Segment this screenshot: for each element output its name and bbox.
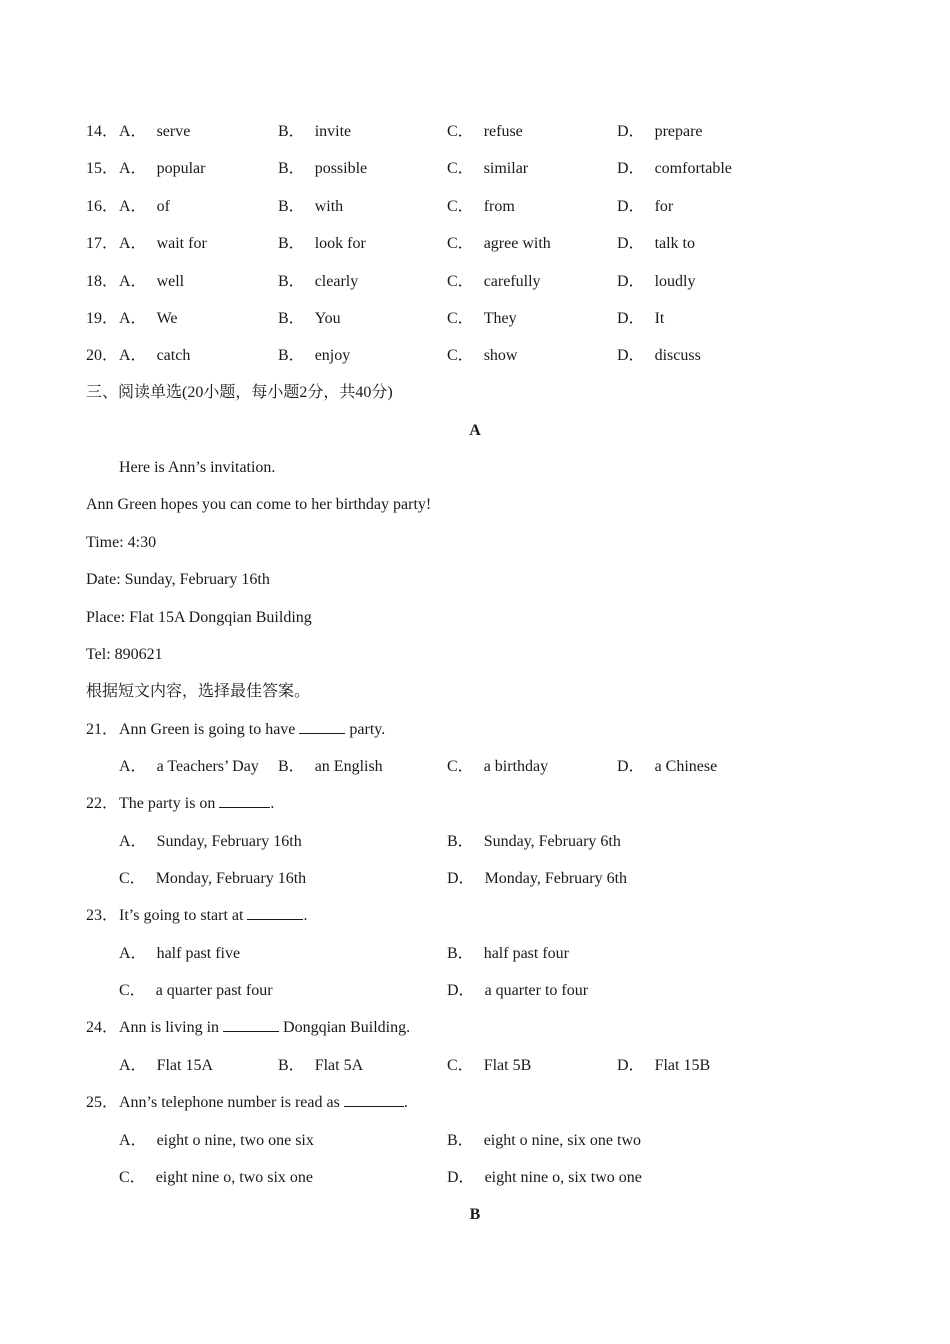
- answer-blank: [344, 1091, 404, 1107]
- option-d: [447, 1166, 642, 1190]
- option-text: enjoy: [314, 347, 351, 364]
- option-letter: A．: [119, 310, 147, 327]
- option-a: [119, 1129, 314, 1153]
- question-stem-22: [0, 792, 950, 816]
- option-text: They: [483, 310, 517, 327]
- option-text: wait for: [156, 235, 207, 252]
- option-text: It: [654, 310, 665, 327]
- option-text: Monday, February 6th: [484, 870, 628, 887]
- question-number: 21．: [86, 721, 119, 738]
- question-number: 18．: [86, 273, 119, 290]
- option-b: [447, 1129, 641, 1153]
- option-text: popular: [156, 160, 206, 177]
- option-letter: C．: [119, 1169, 146, 1186]
- option-b: [278, 157, 367, 181]
- section-three-heading-row: [0, 381, 950, 405]
- invitation-line: [0, 568, 950, 592]
- option-b: [278, 232, 366, 256]
- option-text: half past four: [483, 945, 569, 962]
- option-b: [278, 1054, 363, 1078]
- question-options-23-row2: [0, 979, 950, 1003]
- option-c: [447, 307, 517, 331]
- option-c: [447, 344, 517, 368]
- invitation-date: Date: Sunday, February 16th: [86, 571, 270, 588]
- option-text: of: [156, 198, 170, 215]
- question-stem-25: [0, 1091, 950, 1115]
- option-letter: C．: [447, 198, 474, 215]
- stem-before: Ann’s telephone number is read as: [119, 1094, 340, 1111]
- option-letter: A．: [119, 160, 147, 177]
- option-text: discuss: [654, 347, 701, 364]
- option-text: loudly: [654, 273, 696, 290]
- option-c: [447, 157, 528, 181]
- option-letter: D．: [617, 758, 645, 775]
- option-c: [447, 755, 548, 779]
- option-letter: C．: [447, 1057, 474, 1074]
- option-a: [119, 232, 207, 256]
- passage-b-label-row: [0, 1203, 950, 1227]
- option-b: [278, 270, 358, 294]
- cloze-option-row: [0, 157, 950, 181]
- option-a: [119, 195, 170, 219]
- cloze-option-row: [0, 270, 950, 294]
- option-text: carefully: [483, 273, 541, 290]
- question-options-24: [0, 1054, 950, 1078]
- question-stem: [119, 1016, 410, 1040]
- invitation-line: [0, 531, 950, 555]
- option-text: clearly: [314, 273, 359, 290]
- option-letter: C．: [119, 870, 146, 887]
- question-number: 25．: [86, 1094, 119, 1111]
- option-b: [278, 307, 341, 331]
- option-b: [447, 942, 569, 966]
- option-letter: A．: [119, 758, 147, 775]
- option-text: Flat 15B: [654, 1057, 711, 1074]
- stem-before: Ann is living in: [119, 1019, 220, 1036]
- option-letter: D．: [617, 123, 645, 140]
- option-text: comfortable: [654, 160, 732, 177]
- option-letter: C．: [119, 982, 146, 999]
- passage-a-label: A: [469, 422, 481, 439]
- stem-after: .: [270, 795, 275, 812]
- option-a: [119, 120, 190, 144]
- option-text: Flat 15A: [156, 1057, 214, 1074]
- option-letter: A．: [119, 1132, 147, 1149]
- question-number: 17．: [86, 235, 119, 252]
- option-text: catch: [156, 347, 191, 364]
- option-text: a Chinese: [654, 758, 718, 775]
- option-letter: A．: [119, 945, 147, 962]
- option-a: [119, 755, 259, 779]
- option-b: [278, 195, 343, 219]
- question-options-23-row1: [0, 942, 950, 966]
- option-text: a quarter past four: [155, 982, 273, 999]
- option-text: eight o nine, six one two: [483, 1132, 641, 1149]
- option-text: Flat 5B: [483, 1057, 532, 1074]
- option-text: eight nine o, six two one: [484, 1169, 642, 1186]
- invitation-line: [0, 643, 950, 667]
- option-letter: B．: [447, 833, 474, 850]
- question-stem: [119, 904, 307, 928]
- section-three-heading: 三、阅读单选(20小题，每小题2分，共40分): [86, 384, 393, 401]
- option-text: a quarter to four: [484, 982, 589, 999]
- answer-blank: [247, 904, 303, 920]
- question-options-22-row2: [0, 867, 950, 891]
- question-options-22-row1: [0, 830, 950, 854]
- option-letter: B．: [278, 273, 305, 290]
- option-letter: B．: [447, 1132, 474, 1149]
- option-c: [119, 1166, 313, 1190]
- option-text: We: [156, 310, 178, 327]
- question-number: 20．: [86, 347, 119, 364]
- option-letter: D．: [617, 160, 645, 177]
- option-b: [278, 344, 350, 368]
- option-letter: A．: [119, 273, 147, 290]
- passage-a-intro-row: [0, 456, 950, 480]
- option-text: a Teachers’ Day: [156, 758, 259, 775]
- option-letter: A．: [119, 198, 147, 215]
- option-letter: C．: [447, 123, 474, 140]
- option-text: talk to: [654, 235, 695, 252]
- passage-a-label-row: [0, 419, 950, 443]
- option-letter: D．: [617, 235, 645, 252]
- option-a: [119, 344, 190, 368]
- question-number: 22．: [86, 795, 119, 812]
- option-letter: D．: [447, 1169, 475, 1186]
- question-stem-21: [0, 718, 950, 742]
- option-d: [617, 307, 664, 331]
- option-letter: B．: [278, 160, 305, 177]
- option-d: [617, 157, 732, 181]
- option-text: invite: [314, 123, 352, 140]
- option-a: [119, 1054, 213, 1078]
- cloze-option-row: [0, 195, 950, 219]
- option-letter: D．: [617, 198, 645, 215]
- option-text: for: [654, 198, 674, 215]
- answer-blank: [299, 718, 345, 734]
- invitation-line: [0, 606, 950, 630]
- question-options-25-row1: [0, 1129, 950, 1153]
- invitation-tel: Tel: 890621: [86, 646, 163, 663]
- option-letter: B．: [278, 347, 305, 364]
- option-d: [617, 755, 717, 779]
- option-a: [119, 157, 205, 181]
- stem-before: The party is on: [119, 795, 216, 812]
- cloze-option-row: [0, 344, 950, 368]
- invitation-line: [0, 493, 950, 517]
- cloze-option-row: [0, 232, 950, 256]
- option-letter: D．: [447, 870, 475, 887]
- option-d: [447, 867, 627, 891]
- cloze-option-row: [0, 307, 950, 331]
- answer-blank: [223, 1016, 279, 1032]
- option-letter: D．: [617, 347, 645, 364]
- option-d: [447, 979, 588, 1003]
- option-text: similar: [483, 160, 529, 177]
- stem-before: Ann Green is going to have: [119, 721, 296, 738]
- option-text: half past five: [156, 945, 241, 962]
- option-letter: D．: [447, 982, 475, 999]
- option-text: a birthday: [483, 758, 549, 775]
- passage-a-intro: Here is Ann’s invitation.: [119, 459, 276, 476]
- stem-after: .: [403, 1094, 408, 1111]
- option-letter: B．: [278, 235, 305, 252]
- question-number: 23．: [86, 907, 119, 924]
- option-d: [617, 1054, 710, 1078]
- option-letter: B．: [278, 123, 305, 140]
- instruction-row: [0, 680, 950, 704]
- option-text: Monday, February 16th: [155, 870, 307, 887]
- cloze-option-row: [0, 120, 950, 144]
- option-text: eight nine o, two six one: [155, 1169, 313, 1186]
- option-text: You: [314, 310, 341, 327]
- option-c: [119, 979, 273, 1003]
- option-letter: A．: [119, 123, 147, 140]
- option-letter: B．: [278, 310, 305, 327]
- option-text: show: [483, 347, 518, 364]
- option-text: eight o nine, two one six: [156, 1132, 314, 1149]
- option-letter: D．: [617, 310, 645, 327]
- invitation-hope: Ann Green hopes you can come to her birthday party!: [86, 496, 432, 513]
- option-text: Flat 5A: [314, 1057, 364, 1074]
- question-options-21: [0, 755, 950, 779]
- stem-before: It’s going to start at: [119, 907, 244, 924]
- question-number: 19．: [86, 310, 119, 327]
- option-letter: C．: [447, 235, 474, 252]
- option-letter: C．: [447, 758, 474, 775]
- option-d: [617, 270, 695, 294]
- option-letter: D．: [617, 273, 645, 290]
- option-b: [278, 755, 383, 779]
- option-text: an English: [314, 758, 383, 775]
- question-stem-23: [0, 904, 950, 928]
- stem-after: party.: [349, 721, 386, 738]
- option-text: from: [483, 198, 515, 215]
- option-c: [119, 867, 306, 891]
- option-letter: A．: [119, 347, 147, 364]
- question-instruction: 根据短文内容，选择最佳答案。: [86, 683, 311, 700]
- question-number: 14．: [86, 123, 119, 140]
- option-c: [447, 232, 551, 256]
- option-text: well: [156, 273, 185, 290]
- option-letter: B．: [278, 758, 305, 775]
- option-letter: C．: [447, 160, 474, 177]
- option-text: possible: [314, 160, 368, 177]
- option-letter: C．: [447, 310, 474, 327]
- option-letter: C．: [447, 347, 474, 364]
- question-number: 15．: [86, 160, 119, 177]
- option-d: [617, 195, 673, 219]
- option-c: [447, 270, 541, 294]
- option-letter: B．: [447, 945, 474, 962]
- answer-blank: [219, 792, 270, 808]
- passage-b-label: B: [469, 1206, 481, 1223]
- question-stem: [119, 718, 385, 742]
- option-b: [278, 120, 351, 144]
- option-text: look for: [314, 235, 366, 252]
- option-a: [119, 830, 302, 854]
- question-stem-24: [0, 1016, 950, 1040]
- option-letter: A．: [119, 1057, 147, 1074]
- invitation-time: Time: 4:30: [86, 534, 157, 551]
- option-a: [119, 942, 240, 966]
- option-letter: B．: [278, 1057, 305, 1074]
- option-text: agree with: [483, 235, 551, 252]
- question-stem: [119, 792, 274, 816]
- option-c: [447, 195, 515, 219]
- option-letter: B．: [278, 198, 305, 215]
- option-letter: D．: [617, 1057, 645, 1074]
- option-text: refuse: [483, 123, 523, 140]
- option-a: [119, 307, 177, 331]
- question-options-25-row2: [0, 1166, 950, 1190]
- option-text: serve: [156, 123, 191, 140]
- option-letter: C．: [447, 273, 474, 290]
- stem-after: .: [303, 907, 308, 924]
- option-text: prepare: [654, 123, 703, 140]
- question-number: 16．: [86, 198, 119, 215]
- option-text: Sunday, February 6th: [483, 833, 621, 850]
- invitation-place: Place: Flat 15A Dongqian Building: [86, 609, 312, 626]
- option-d: [617, 120, 703, 144]
- question-number: 24．: [86, 1019, 119, 1036]
- option-d: [617, 344, 701, 368]
- option-text: Sunday, February 16th: [156, 833, 302, 850]
- stem-after: Dongqian Building.: [283, 1019, 411, 1036]
- option-text: with: [314, 198, 344, 215]
- option-letter: A．: [119, 235, 147, 252]
- option-letter: A．: [119, 833, 147, 850]
- option-a: [119, 270, 184, 294]
- question-stem: [119, 1091, 408, 1115]
- option-b: [447, 830, 621, 854]
- option-c: [447, 120, 523, 144]
- option-c: [447, 1054, 531, 1078]
- option-d: [617, 232, 695, 256]
